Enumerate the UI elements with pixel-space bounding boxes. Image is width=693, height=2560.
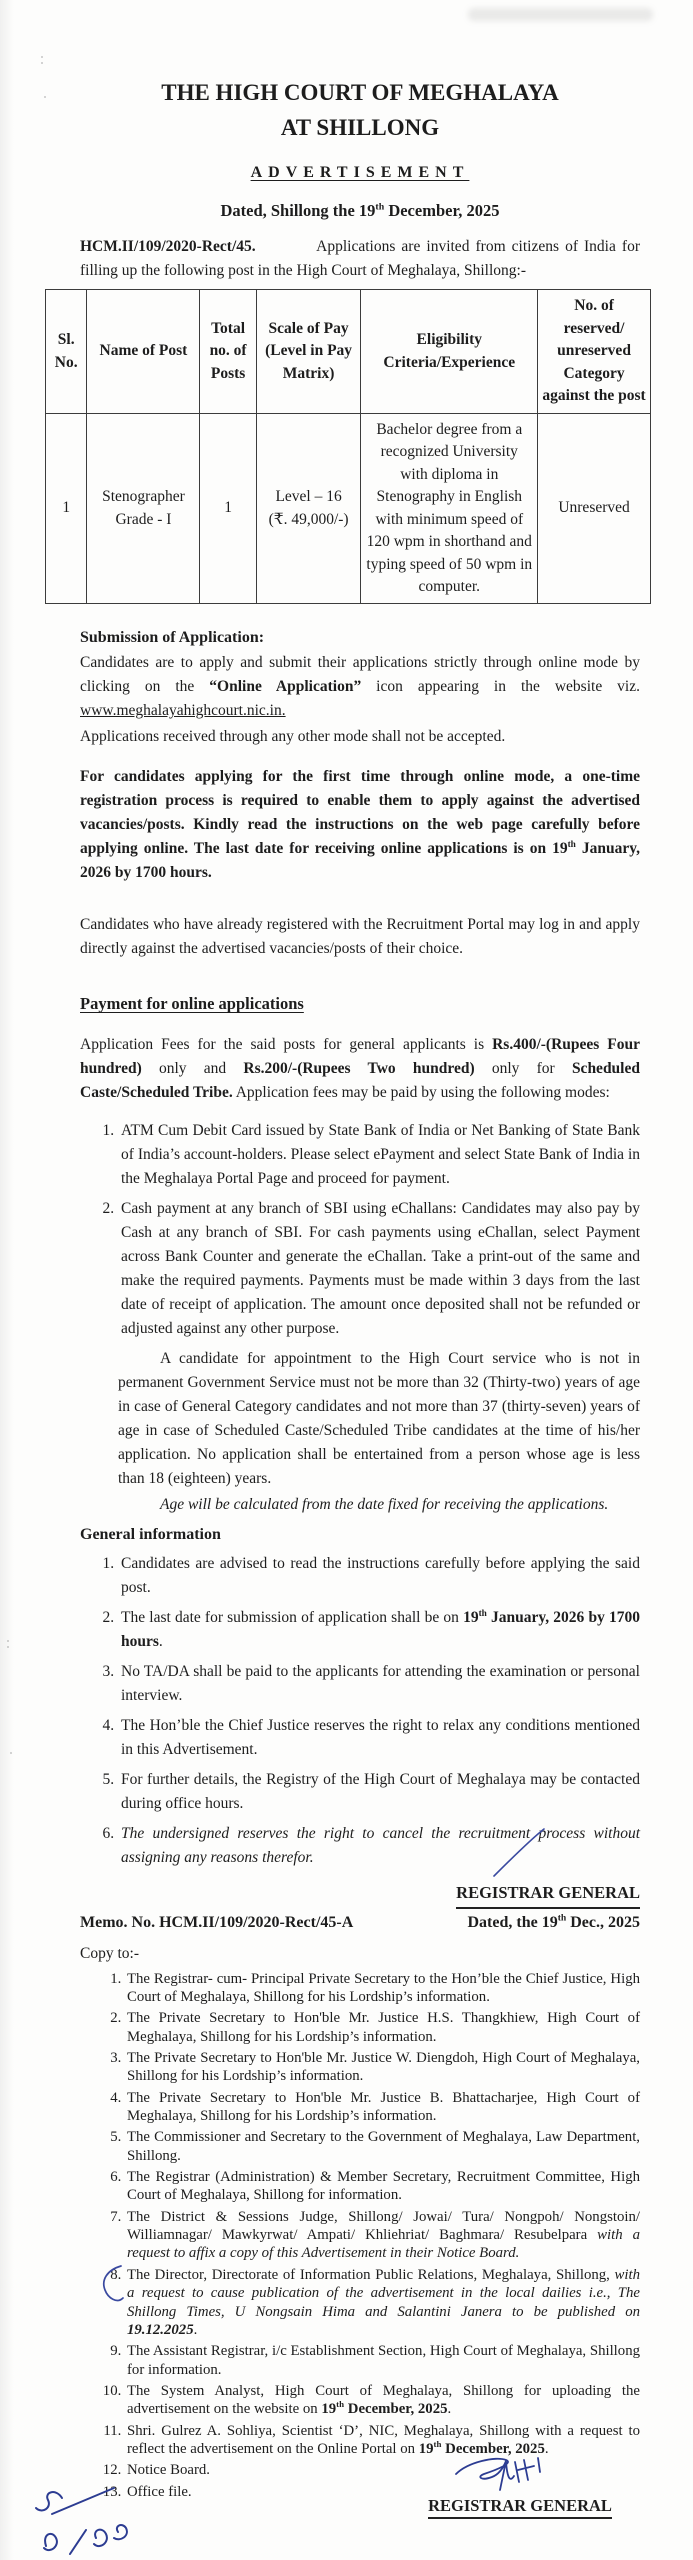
submission-paragraph-2: Applications received through any other mode shall not be accepted. [80, 728, 506, 746]
first-time-registration-paragraph: For candidates applying for the first time through online mode, a one-time registration process is required to enable them to apply against the advertised vacancies/posts. Kindly read the instructions on the web page carefully before applying online. The last date for receiving online applications is on 19th January, 2026 by 1700 hours. [80, 768, 640, 882]
registrar-general-title-2: REGISTRAR GENERAL [428, 2496, 612, 2519]
pen-checkmark-stroke [95, 2262, 125, 2310]
memo-date: Dated, the 19th Dec., 2025 [467, 1912, 640, 1931]
advertisement-heading: ADVERTISEMENT [250, 164, 470, 181]
registrar-signature-block-1 [80, 1880, 640, 1909]
general-info-item: 2. The last date for submission of application shall be on 19th January, 2026 by 1700 hours. [118, 1606, 640, 1654]
payment-mode-item: 2. Cash payment at any branch of SBI using eChallans: Candidates may also pay by Cash at any branch of SBI. For cash payments using eChallan, select Payment across Bank Counter and generate the eChallan. Take a print-out of the same and make the required payments. Payments must be made within 3 days from the last date of receipt of application. The amount once deposited shall not be refunded or adjusted against any other purpose. [118, 1197, 640, 1341]
registrar-signature-scribble [452, 2452, 552, 2496]
dated-line: Dated, Shillong the 19th December, 2025 [220, 200, 500, 220]
cell-category: Unreserved [538, 413, 651, 604]
scan-smudge [468, 8, 653, 21]
memo-number: Memo. No. HCM.II/109/2020-Rect/45-A [80, 1913, 354, 1931]
copy-list-item: 3. The Private Secretary to Hon'ble Mr. Justice W. Diengdoh, High Court of Meghalaya, Shillong for his Lordship’s information. [125, 2049, 640, 2086]
scan-artifact [44, 96, 46, 98]
registrar-signature-block-2 [420, 2496, 620, 2519]
pay-level: Level – 16 [275, 488, 342, 506]
general-info-item: 3. No TA/DA shall be paid to the applicants for attending the examination or personal interview. [118, 1660, 640, 1708]
general-information-heading: General information [80, 1526, 221, 1544]
general-information-list [80, 1552, 640, 1870]
copy-list-item: 5. The Commissioner and Secretary to the Government of Meghalaya, Law Department, Shillong. [125, 2128, 640, 2165]
col-header-eligibility: Eligibility Criteria/Experience [361, 290, 538, 413]
copy-list-item: 10. The System Analyst, High Court of Meghalaya, Shillong for uploading the advertisement on the website on 19th December, 2025. [125, 2382, 640, 2419]
copy-list-item: 4. The Private Secretary to Hon'ble Mr. Justice B. Bhattacharjee, High Court of Meghalaya, Shillong for his Lordship’s information. [125, 2089, 640, 2126]
age-calculation-note: Age will be calculated from the date fixed for receiving the applications. [160, 1496, 609, 1514]
cell-eligibility: Bachelor degree from a recognized University with diploma in Stenography in English with minimum speed of 120 wpm in shorthand and typing speed of 50 wpm in computer. [361, 413, 538, 604]
scan-artifact [7, 1640, 9, 1642]
payment-intro-paragraph: Application Fees for the said posts for general applicants is Rs.400/-(Rupees Four hundred) only and Rs.200/-(Rupees Two hundred) only for Scheduled Caste/Scheduled Tribe. Application fees may be paid by using the following modes: [80, 1036, 640, 1102]
court-name: THE HIGH COURT OF MEGHALAYA [161, 80, 559, 105]
scan-artifact [10, 1752, 12, 1754]
general-info-item: 6. The undersigned reserves the right to cancel the recruitment process without assigning any reasons therefor. [118, 1822, 640, 1870]
col-header-sl-no: Sl. No. [46, 290, 87, 413]
cell-post-name: Stenographer Grade - I [87, 413, 200, 604]
payment-modes-list [80, 1119, 640, 1341]
copy-list-item: 11. Shri. Gulrez A. Sohliya, Scientist ‘D’, NIC, Meghalaya, Shillong with a request to reflect the advertisement on the Online Portal on 19th December, 2025. [125, 2422, 640, 2459]
age-limit-paragraph: A candidate for appointment to the High Court service who is not in permanent Government Service must not be more than 32 (Thirty-two) years of age in case of General Category candidates and not more than 37 (thirty-seven) years of age in case of Scheduled Caste/Scheduled Tribe candidates at the time of his/her application. No application shall be entertained from a person whose age is less than 18 (eighteen) years. [118, 1350, 640, 1488]
intro-paragraph: HCM.II/109/2020-Rect/45. Applications are invited from citizens of India for filling up the following post in the High Court of Meghalaya, Shillong:- [80, 238, 640, 280]
general-info-item: 4. The Hon’ble the Chief Justice reserves the right to relax any conditions mentioned in this Advertisement. [118, 1714, 640, 1762]
table-header-row [46, 290, 651, 413]
payment-heading: Payment for online applications [80, 994, 304, 1014]
post-table [45, 289, 651, 604]
table-row [46, 413, 651, 604]
copy-list-item-text: The Director, Directorate of Information Public Relations, Meghalaya, Shillong, with a request to cause publication of the advertisement in the local dailies i.e., The Shillong Times, U Nongsain Hima and Salantini Janera to be published on 19.12.2025. [127, 2266, 640, 2338]
already-registered-paragraph: Candidates who have already registered with the Recruitment Portal may log in and apply directly against the advertised vacancies/posts of their choice. [80, 916, 640, 958]
payment-mode-item: 1. ATM Cum Debit Card issued by State Bank of India or Net Banking of State Bank of India’s account-holders. Please select ePayment and select State Bank of India in the Meghalaya Portal Page and proceed for payment. [118, 1119, 640, 1191]
handwritten-note [18, 2468, 168, 2560]
cell-total-posts: 1 [200, 413, 256, 604]
copy-to-label: Copy to:- [80, 1944, 139, 1962]
col-header-scale-of-pay: Scale of Pay (Level in Pay Matrix) [256, 290, 361, 413]
registrar-general-title-1: REGISTRAR GENERAL [456, 1880, 640, 1909]
copy-list-item: 9. The Assistant Registrar, i/c Establishment Section, High Court of Meghalaya, Shillong for information. [125, 2342, 640, 2379]
memo-row [80, 1911, 640, 1936]
court-location: AT SHILLONG [280, 114, 440, 140]
pay-amount: (₹. 49,000/-) [268, 510, 349, 528]
submission-paragraph-1: Candidates are to apply and submit their applications strictly through online mode by clicking on the “Online Application” icon appearing in the website viz. www.meghalayahighcourt.nic.in. [80, 654, 640, 720]
submission-heading: Submission of Application: [80, 629, 265, 647]
copy-list-item: 2. The Private Secretary to Hon'ble Mr. Justice H.S. Thangkhiew, High Court of Meghalaya, Shillong for his Lordship’s information. [125, 2009, 640, 2046]
col-header-name-of-post: Name of Post [87, 290, 200, 413]
copy-list-item: 6. The Registrar (Administration) & Member Secretary, Recruitment Committee, High Court of Meghalaya, Shillong for information. [125, 2168, 640, 2205]
col-header-category: No. of reserved/ unreserved Category against the post [538, 290, 651, 413]
copy-list-item: 7. The District & Sessions Judge, Shillong/ Jowai/ Tura/ Nongpoh/ Nongstoin/ Williamnagar/ Mawkyrwat/ Ampati/ Khliehriat/ Baghmara/ Resubelpara with a request to affix a copy of this Advertisement in their Notice Board. [125, 2208, 640, 2263]
page-title [80, 76, 640, 145]
copy-list-item [125, 2266, 640, 2339]
cell-scale-of-pay [256, 413, 361, 604]
general-info-item: 5. For further details, the Registry of the High Court of Meghalaya may be contacted during office hours. [118, 1768, 640, 1816]
copy-distribution-list [80, 1970, 640, 2501]
copy-list-item: 12. Notice Board. [125, 2461, 640, 2479]
col-header-total-posts: Total no. of Posts [200, 290, 256, 413]
copy-list-item: 13. Office file. [125, 2483, 640, 2501]
cell-sl-no: 1 [46, 413, 87, 604]
scan-artifact [41, 56, 43, 58]
registrar-signature-stroke [490, 1826, 548, 1880]
general-info-item: 1. Candidates are advised to read the instructions carefully before applying the said post. [118, 1552, 640, 1600]
copy-list-item: 1. The Registrar- cum- Principal Private Secretary to the Hon’ble the Chief Justice, High Court of Meghalaya, Shillong for his Lordship’s information. [125, 1970, 640, 2007]
